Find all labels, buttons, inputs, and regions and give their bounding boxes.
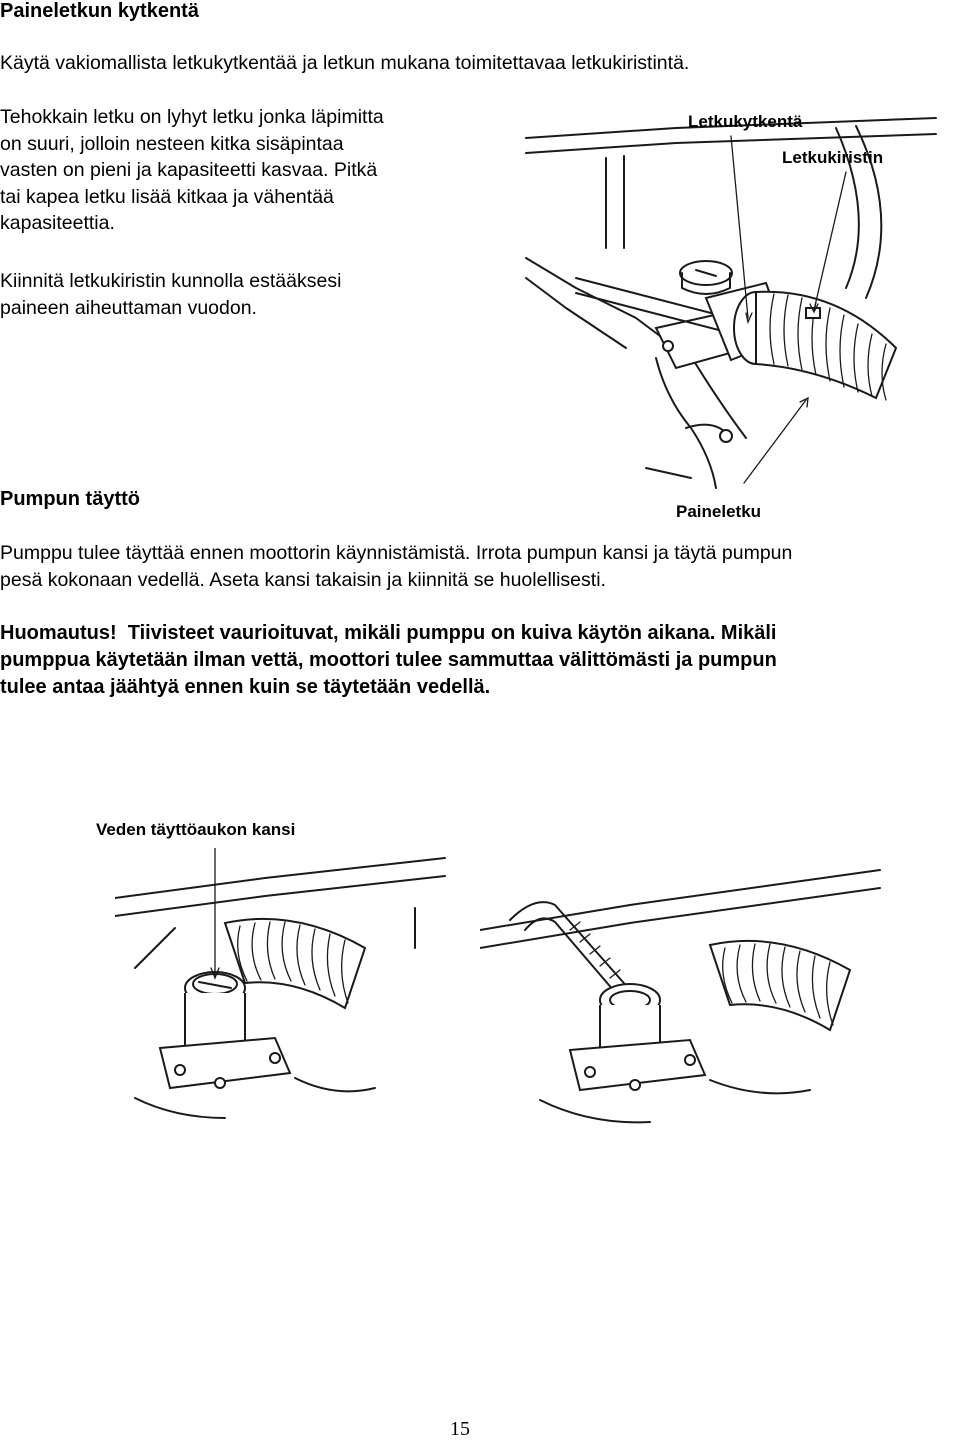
paragraph-line: tai kapea letku lisää kitkaa ja vähentää — [0, 185, 334, 208]
paragraph-line: Tehokkain letku on lyhyt letku jonka läpimitta — [0, 106, 384, 128]
hose-connection-illustration — [516, 98, 956, 498]
paragraph-line: Kiinnitä letkukiristin kunnolla estääksesi — [0, 270, 342, 292]
warning-line: pumppua käytetään ilman vettä, moottori tulee sammuttaa välittömästi ja pumpun — [0, 649, 777, 671]
label-hose-clamp: Letkukiristin — [782, 148, 884, 167]
label-water-fill-cap: Veden täyttöaukon kansi — [96, 820, 296, 839]
warning-line: tulee antaa jäähtyä ennen kuin se täytetään vedellä. — [0, 676, 491, 698]
warning-note — [0, 620, 960, 701]
pump-filling-illustration — [480, 850, 900, 1150]
paragraph-line: pesä kokonaan vedellä. Aseta kansi takaisin ja kiinnitä se huolellisesti. — [0, 568, 606, 591]
section-heading-hose-connection: Paineletkun kytkentä — [0, 0, 199, 22]
paragraph-line: vasten on pieni ja kapasiteetti kasvaa. Pitkä — [0, 159, 378, 181]
warning-line: Huomautus! Tiivisteet vaurioituvat, mikäli pumppu on kuiva käytön aikana. Mikäli — [0, 622, 777, 644]
hose-efficiency-paragraph — [0, 104, 520, 237]
intro-text: Käytä vakiomallista letkukytkentää ja letkun mukana toimitettavaa letkukiristintä. — [0, 52, 690, 74]
page-number: 15 — [450, 1418, 470, 1440]
label-hose-coupling: Letkukytkentä — [688, 112, 803, 131]
paragraph-line: on suuri, jolloin nesteen kitka sisäpintaa — [0, 132, 344, 155]
paragraph-line: paineen aiheuttaman vuodon. — [0, 296, 257, 319]
paragraph-line: Pumppu tulee täyttää ennen moottorin käynnistämistä. Irrota pumpun kansi ja täytä pumpun — [0, 542, 793, 564]
filling-paragraph — [0, 540, 960, 593]
label-pressure-hose: Paineletku — [676, 502, 762, 521]
section-heading-pump-filling: Pumpun täyttö — [0, 488, 140, 510]
clamp-paragraph — [0, 268, 520, 321]
paragraph-line: kapasiteettia. — [0, 212, 115, 234]
pump-cap-closed-illustration — [115, 848, 475, 1148]
